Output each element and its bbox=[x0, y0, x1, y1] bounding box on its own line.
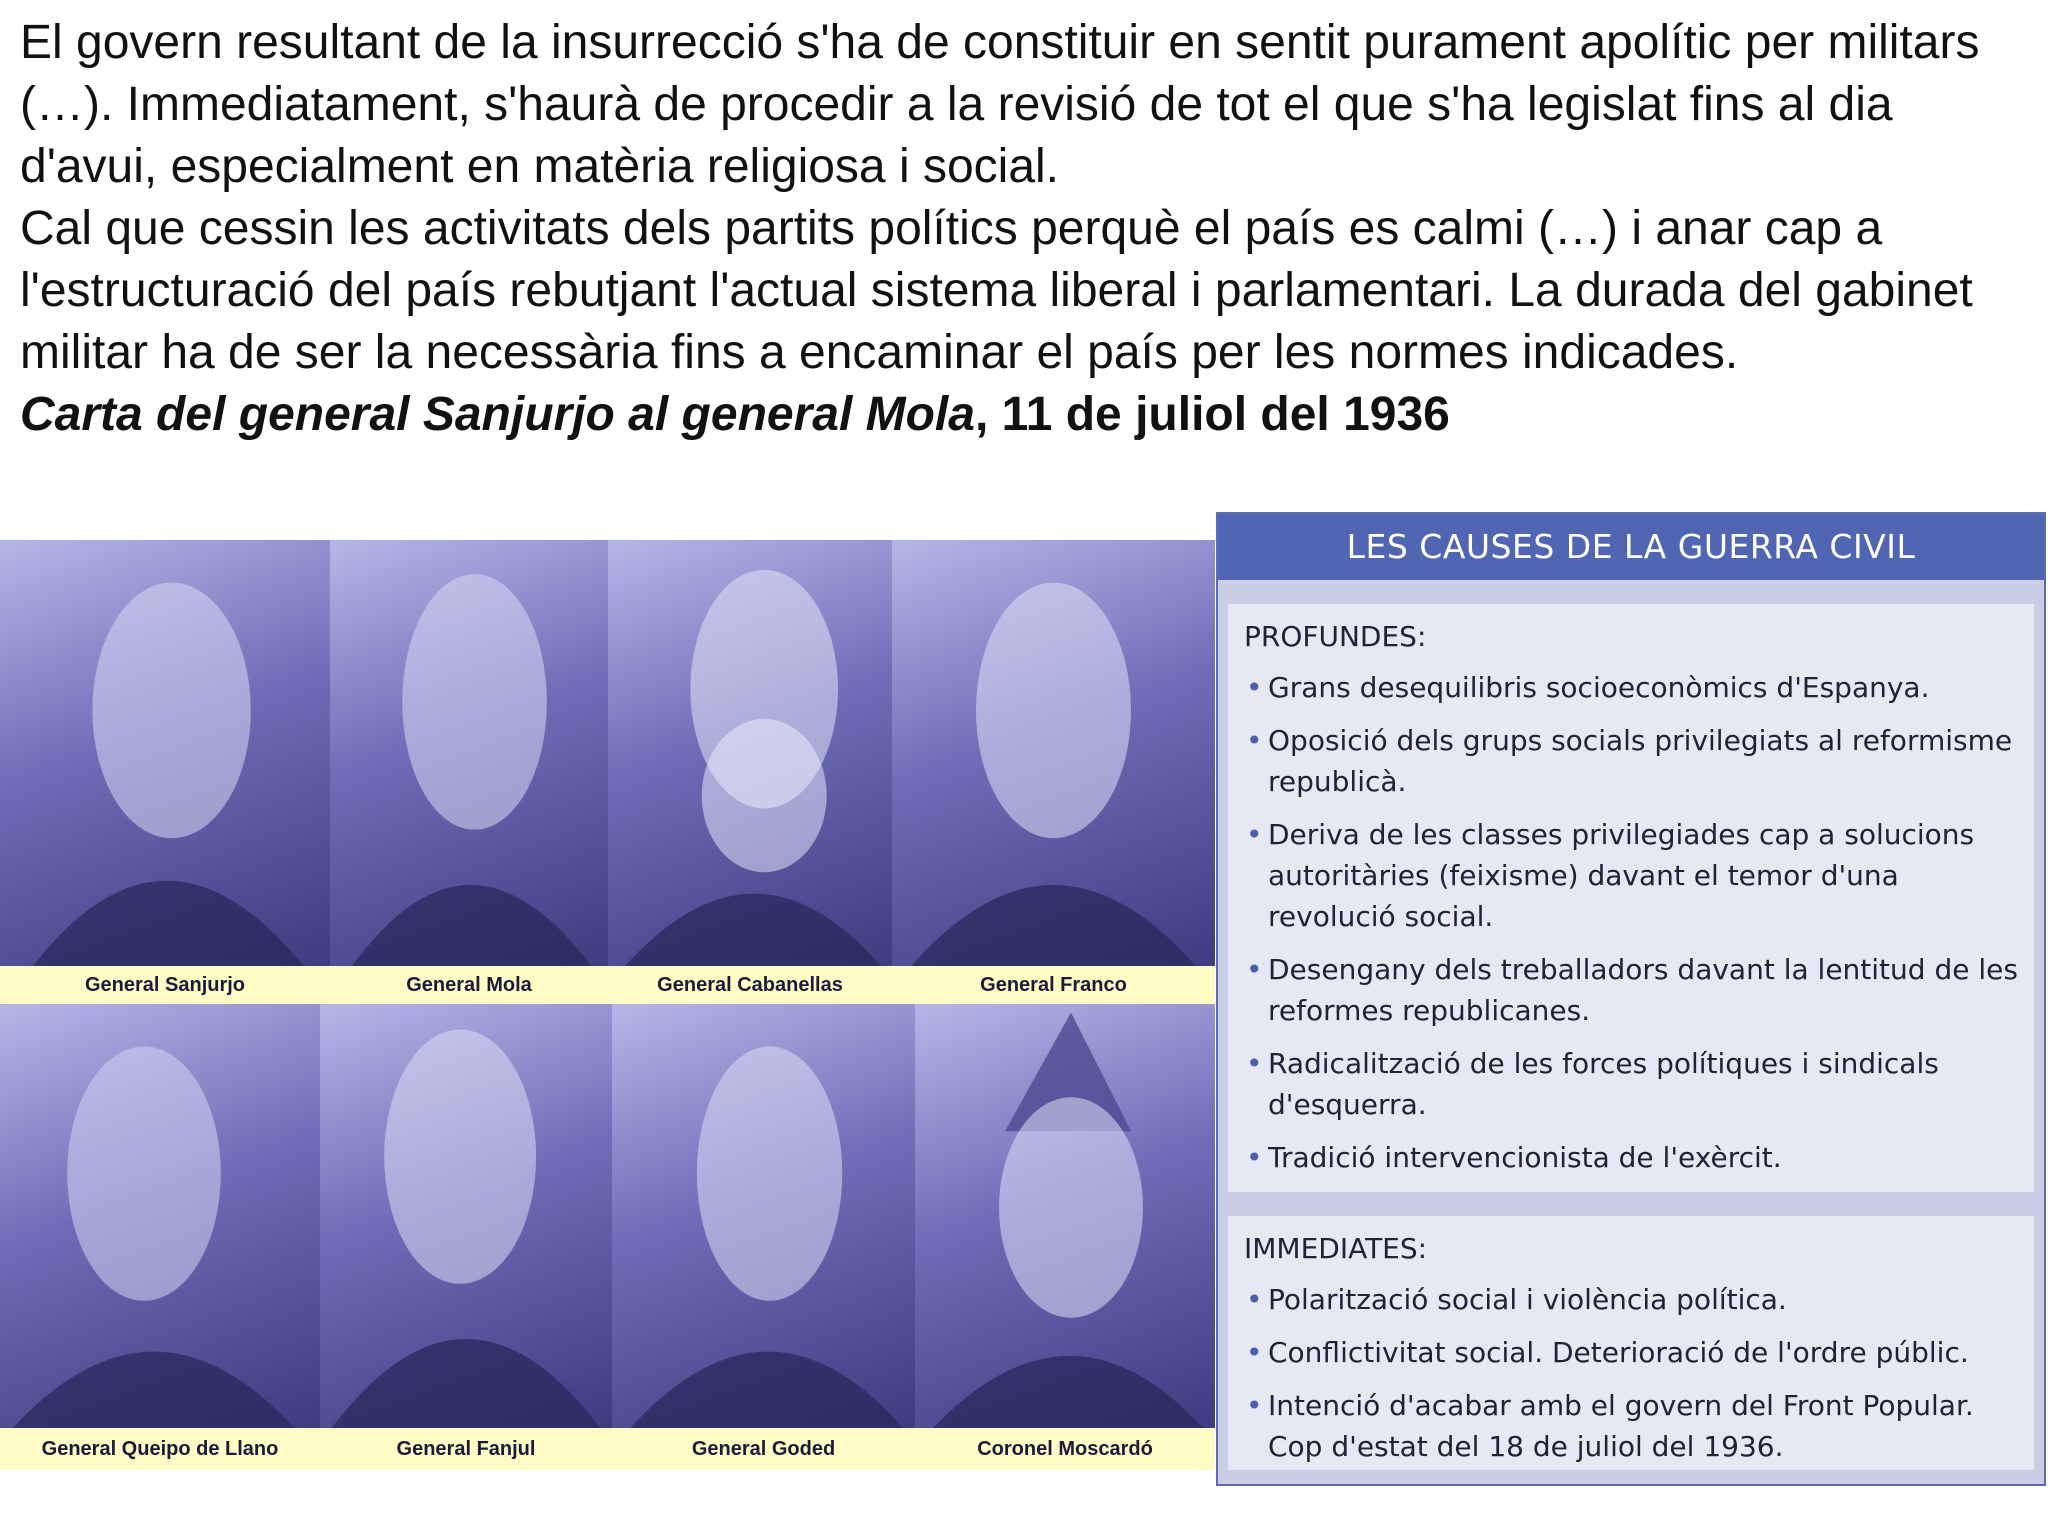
bullet-icon: • bbox=[1246, 1141, 1263, 1174]
photo-cell-goded bbox=[612, 1004, 915, 1470]
bullet-icon: • bbox=[1246, 818, 1263, 851]
list-item: • Tradició intervencionista de l'exèrcit. bbox=[1244, 1137, 2018, 1178]
photo-caption: General Goded bbox=[612, 1428, 915, 1470]
list-item: • Grans desequilibris socioeconòmics d'Espanya. bbox=[1244, 667, 2018, 708]
bullet-icon: • bbox=[1246, 953, 1263, 986]
list-item: • Conflictivitat social. Deterioració de l'ordre públic. bbox=[1244, 1332, 2018, 1373]
list-item: • Intenció d'acabar amb el govern del Front Popular. Cop d'estat del 18 de juliol del 1936. bbox=[1244, 1385, 2018, 1467]
photo-caption: General Queipo de Llano bbox=[0, 1428, 320, 1470]
portrait-photo bbox=[320, 1004, 612, 1428]
photo-caption: General Sanjurjo bbox=[0, 966, 330, 1004]
causes-panel-title: LES CAUSES DE LA GUERRA CIVIL bbox=[1218, 514, 2044, 580]
list-item: • Polarització social i violència política. bbox=[1244, 1279, 2018, 1320]
photo-cell-mola bbox=[330, 540, 608, 1004]
portrait-photo bbox=[0, 540, 330, 966]
bullet-icon: • bbox=[1246, 724, 1263, 757]
quote-paragraph-1: El govern resultant de la insurrecció s'ha de constituir en sentit purament apolític per militars (…). Immediatament, s'haurà de procedir a la revisió de tot el que s'ha legislat fins al dia d'avui, especialment en matèria religiosa i social. bbox=[20, 16, 1980, 193]
list-item: • Deriva de les classes privilegiades cap a solucions autoritàries (feixisme) davant el temor d'una revolució social. bbox=[1244, 814, 2018, 937]
generals-photo-grid bbox=[0, 540, 1215, 1470]
list-item: • Oposició dels grups socials privilegiats al reformisme republicà. bbox=[1244, 720, 2018, 802]
quote-citation bbox=[20, 384, 2020, 446]
citation-title: Carta del general Sanjurjo al general Mola bbox=[20, 388, 975, 441]
photo-caption: General Fanjul bbox=[320, 1428, 612, 1470]
photo-caption: General Cabanellas bbox=[608, 966, 892, 1004]
photo-cell-cabanellas bbox=[608, 540, 892, 1004]
profound-causes-list bbox=[1244, 667, 2018, 1178]
portrait-photo bbox=[915, 1004, 1215, 1428]
bullet-icon: • bbox=[1246, 1283, 1263, 1316]
section-heading: IMMEDIATES: bbox=[1244, 1232, 1428, 1265]
section-heading: PROFUNDES: bbox=[1244, 620, 1427, 653]
list-item: • Desengany dels treballadors davant la lentitud de les reformes republicanes. bbox=[1244, 949, 2018, 1031]
immediate-causes-section bbox=[1228, 1216, 2034, 1470]
list-item: • Radicalització de les forces polítiques i sindicals d'esquerra. bbox=[1244, 1043, 2018, 1125]
bullet-icon: • bbox=[1246, 671, 1263, 704]
portrait-photo bbox=[330, 540, 608, 966]
photo-caption: Coronel Moscardó bbox=[915, 1428, 1215, 1470]
bullet-icon: • bbox=[1246, 1047, 1263, 1080]
photo-caption: General Mola bbox=[330, 966, 608, 1004]
profound-causes-section bbox=[1228, 604, 2034, 1192]
photo-cell-franco bbox=[892, 540, 1215, 1004]
portrait-photo bbox=[608, 540, 892, 966]
immediate-causes-list bbox=[1244, 1279, 2018, 1467]
portrait-photo bbox=[0, 1004, 320, 1428]
portrait-photo bbox=[892, 540, 1215, 966]
bullet-icon: • bbox=[1246, 1336, 1263, 1369]
portrait-photo bbox=[612, 1004, 915, 1428]
photo-caption: General Franco bbox=[892, 966, 1215, 1004]
quote-paragraph-2: Cal que cessin les activitats dels partits polítics perquè el país es calmi (…) i anar cap a l'estructuració del país rebutjant l'actual sistema liberal i parlamentari. La durada del gabinet militar ha de ser la necessària fins a encaminar el país per les normes indicades. bbox=[20, 202, 1973, 379]
photo-cell-moscardo bbox=[915, 1004, 1215, 1470]
photo-cell-sanjurjo bbox=[0, 540, 330, 1004]
citation-date: , 11 de juliol del 1936 bbox=[974, 388, 1450, 441]
causes-panel bbox=[1216, 512, 2046, 1486]
quote-text-block bbox=[20, 12, 2020, 446]
photo-cell-queipo bbox=[0, 1004, 320, 1470]
bullet-icon: • bbox=[1246, 1389, 1263, 1422]
photo-cell-fanjul bbox=[320, 1004, 612, 1470]
